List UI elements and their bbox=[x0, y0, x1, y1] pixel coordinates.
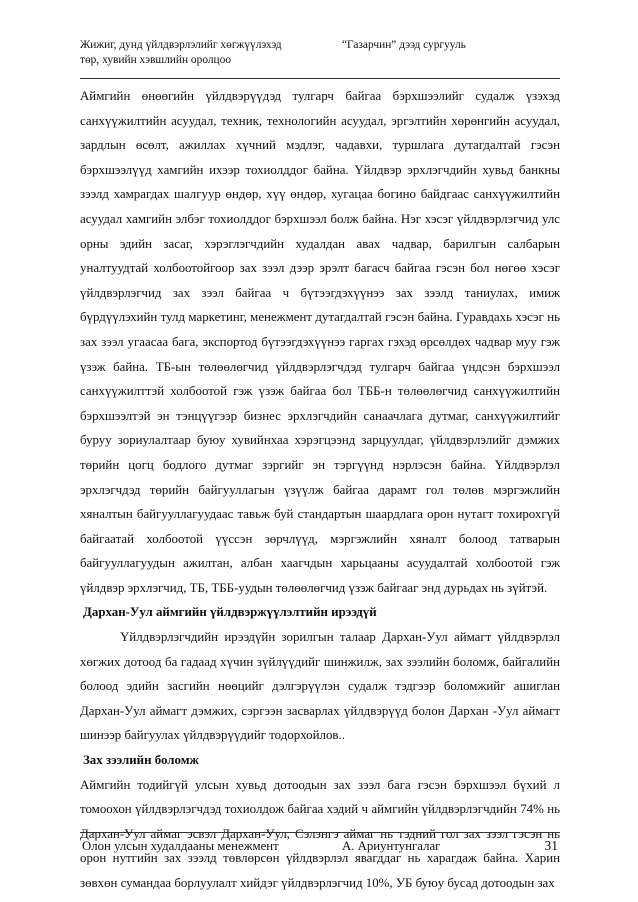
page-body bbox=[80, 84, 560, 896]
page-footer bbox=[80, 832, 560, 857]
header-left bbox=[80, 38, 320, 68]
paragraph-3: Аймгийн тодийгүй улсын хувьд дотоодын зах зээл бага гэсэн бэрхшээл бүхий л томоохон үйлдвэрлэгчдэд тохиолдож байгаа хэдий ч аймгийн үйлдвэрлэгчдийн 74% нь Дархан-Уул аймаг эсвэл Дархан-Уул, Сэлэнгэ аймаг нь тэдний гол зах зээл гэсэн нь орон нутгийн зах зээлд төвлөрсөн үйлдвэрлэл явагддаг нь харагдаж байна. Харин зөвхөн сумандаа борлуулалт хийдэг үйлдвэрлэгчид 10%, УБ буюу бусад дотоодын зах bbox=[80, 777, 560, 890]
footer-author: А. Ариунтунгалаг bbox=[342, 839, 441, 853]
paragraph-2: Үйлдвэрлэгчдийн ирээдүйн зорилгын талаар Дархан-Уул аймагт үйлдвэрлэл хөгжих дотоод ба гадаад хүчин зүйлүүдийг шинжилж, зах зээлийн боломж, байгалийн болоод эдийн засгийн нөөцийг дэлгэрүүлэн судалж тэдгээр боломжийг ашиглан Дархан-Уул аймагт дэмжих, сэргээн засварлах үйлдвэрүүд болон Дархан -Уул аймагт шинээр байгуулах үйлдвэрүүдийг тодорхойлов.. bbox=[80, 630, 560, 743]
header-left-line2: төр, хувийн хэвшлийн оролцоо bbox=[80, 54, 232, 66]
page-header bbox=[80, 38, 560, 79]
header-left-line1: Жижиг, дунд үйлдвэрлэлийг хөгжүүлэхэд bbox=[80, 39, 282, 51]
paragraph-1: Аймгийн өнөөгийн үйлдвэрүүдэд тулгарч байгаа бэрхшээлийг судалж үзэхэд санхүүжилтийн асуудал, техник, технологийн асуудал, эргэлтийн хөрөнгийн асуудал, зардлын өсөлт, ажиллах хүчний мэдлэг, чадавхи, туршлага дутагдалтай гэсэн бэрхшээлүүд хамгийн ихээр тохиолддог байна. Үйлдвэр эрхлэгчдийн хувьд банкны зээлд хамрагдах шалгуур өндөр, хүү өндөр, хугацаа богино байдгаас санхүүжилтийн асуудал хамгийн элбэг тохиолддог бэрхшээл болж байна. Нэг хэсэг үйлдвэрлэгчид улс орны эдийн засаг, хэрэглэгчдийн худалдан авах чадвар, барилгын салбарын уналтуудтай холбоотойгоор зах зээл дээр эрэлт багасч байгаа гэсэн бол нөгөө хэсэг үйлдвэрлэгчид зах зээл байгаа ч бүтээгдэхүүнээ зах зээлд таниулах, имиж бүрдүүлэхийн тулд маркетинг, менежмент дутагдалтай гэсэн байна. Гуравдахь хэсэг нь зах зээл угаасаа бага, экспортод бүтээгдэхүүнээ гаргах гэхэд өрсөлдөх чадвар муу гэж үзэж байна. ТБ-ын төлөөлөгчид үйлдвэрлэгчдэд тулгарч байгаа үндсэн бэрхшээл санхүүжилттэй холбоотой гэж үзэж байгаа бол ТББ-н төлөөлөгчид санхүүжилтийн бэрхшээлтэй эн тэнцүүгээр бизнес эрхлэгчдийн санаачлага дутмаг, санхүүжилтийг буруу зориулалтаар буюу хувийнхаа хэрэгцээнд зарцуулдаг, үйлдвэрлэлийг дэмжих төрийн цогц бодлого дутмаг зэргийг эн тэргүүнд нэрлэсэн байна. Үйлдвэрлэл эрхлэгчдэд төрийн байгууллагын үзүүлж байгаа дарамт гол төлөв мэргэжлийн хяналтын байгууллагуудаас тавьж буй стандартын шаардлага орон нутагт тохирохгүй байгаатай холбоотой үүссэн зөрчлүүд, мэргэжлийн хяналт болоод татварын байгууллагуудын ажилтан, албан хаагчдын харьцааны асуудалтай холбоотой гэж үйлдвэр эрхлэгчид, ТБ, ТББ-уудын төлөөлөгчид үзэж байгааг энд дурьдах нь зүйтэй. bbox=[80, 89, 560, 595]
section-heading-future: Дархан-Уул аймгийн үйлдвэржүүлэлтийн ирээдүй bbox=[83, 605, 377, 620]
header-right: “Газарчин” дээд сургууль bbox=[342, 39, 466, 51]
footer-course: Олон улсын худалдааны менежмент bbox=[82, 839, 279, 853]
section-heading-market: Зах зээлийн боломж bbox=[83, 753, 199, 768]
page-number: 31 bbox=[544, 838, 558, 853]
